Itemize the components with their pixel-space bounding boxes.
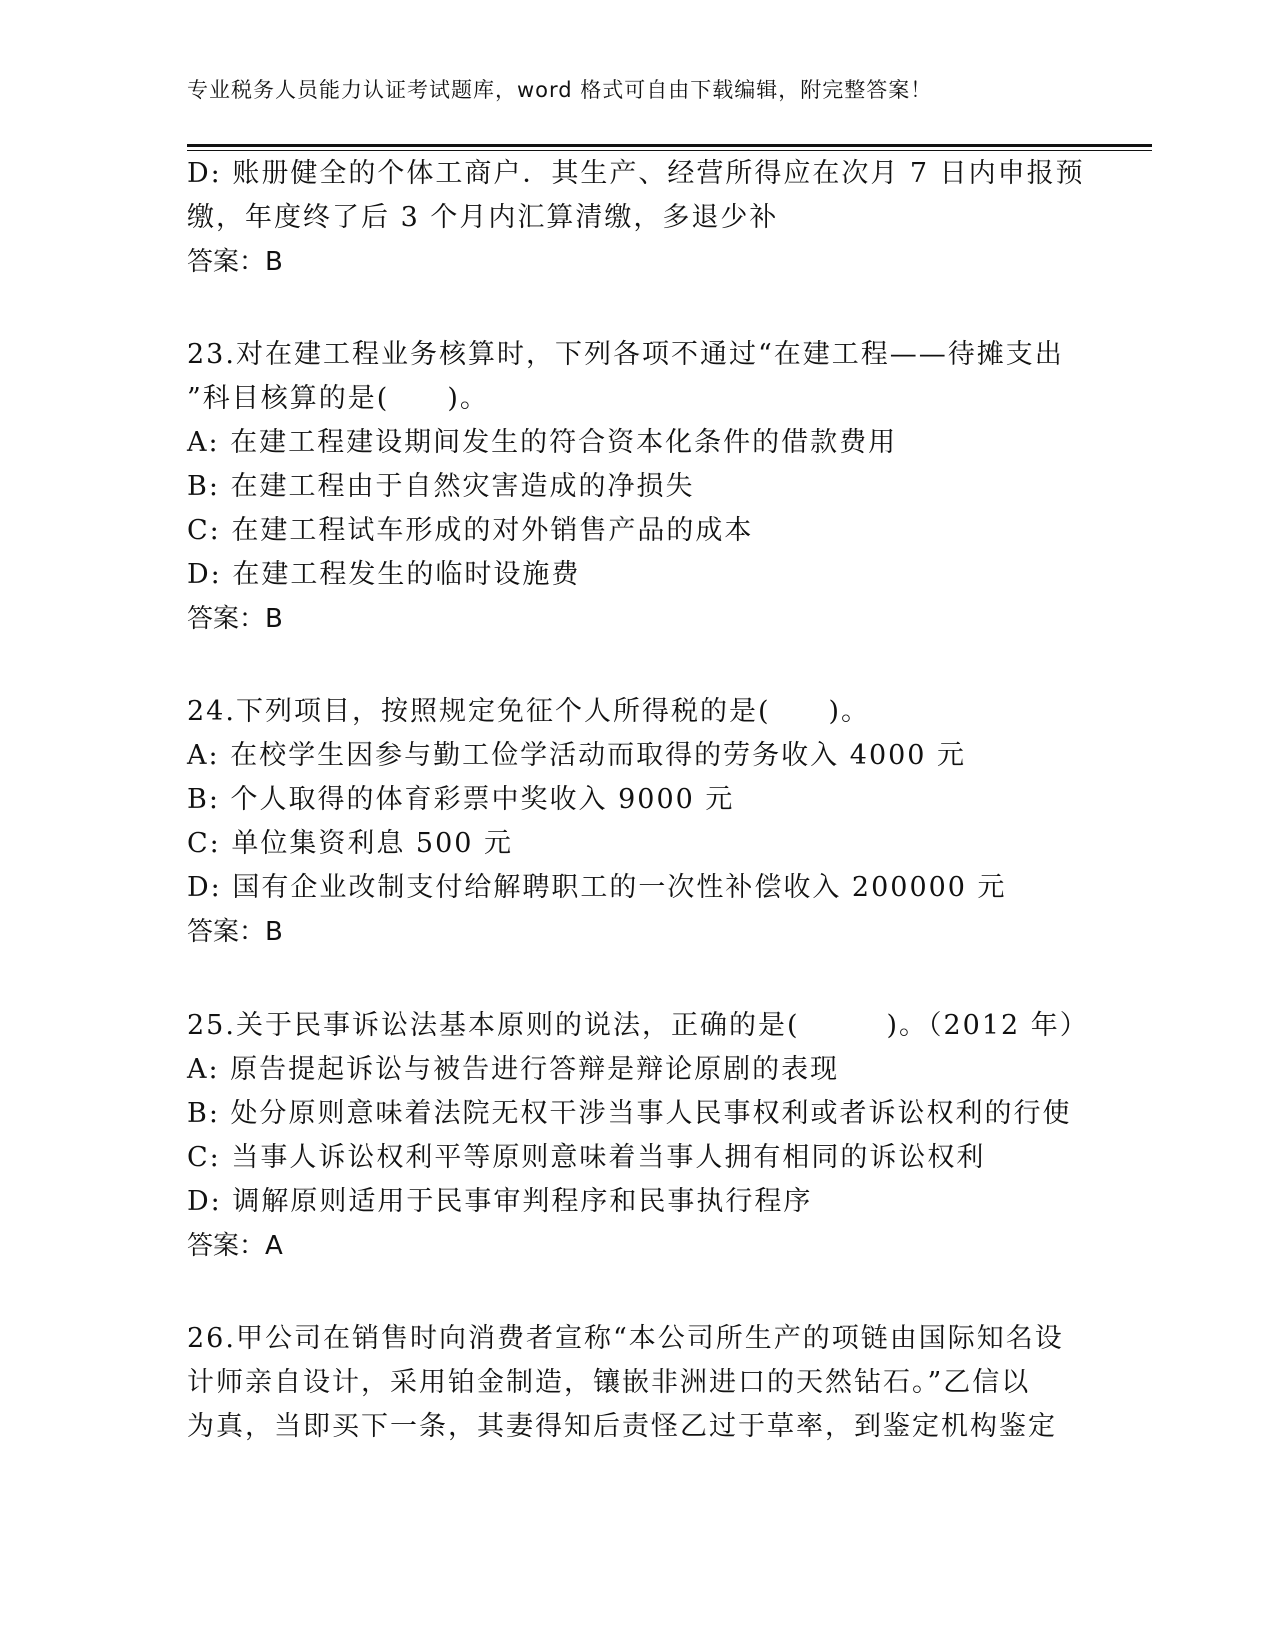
answer-23: 答案：B	[187, 604, 283, 634]
question-25-option-d: D: 调解原则适用于民事审判程序和民事执行程序	[187, 1186, 813, 1217]
answer-25: 答案：A	[187, 1231, 283, 1261]
question-26-line-2: 计师亲自设计，采用铂金制造，镶嵌非洲进口的天然钻石。”乙信以	[187, 1367, 1031, 1398]
question-24-option-d: D: 国有企业改制支付给解聘职工的一次性补偿收入 200000 元	[187, 872, 1007, 903]
header-rule-thick	[187, 144, 1152, 147]
question-23-option-c: C: 在建工程试车形成的对外销售产品的成本	[187, 515, 754, 546]
question-24-option-a: A: 在校学生因参与勤工俭学活动而取得的劳务收入 4000 元	[187, 740, 967, 771]
question-24-option-c: C: 单位集资利息 500 元	[187, 828, 514, 859]
answer-24: 答案：B	[187, 917, 283, 947]
header-rule-thin	[187, 150, 1152, 151]
question-25-option-a: A: 原告提起诉讼与被告进行答辩是辩论原剧的表现	[187, 1054, 840, 1085]
question-25-line-1: 25.关于民事诉讼法基本原则的说法，正确的是( )。（2012 年）	[187, 1010, 1089, 1041]
option-d-line-1: D: 账册健全的个体工商户．其生产、经营所得应在次月 7 日内申报预	[187, 158, 1085, 189]
question-24-line-1: 24.下列项目，按照规定免征个人所得税的是( )。	[187, 696, 871, 727]
question-25-option-c: C: 当事人诉讼权利平等原则意味着当事人拥有相同的诉讼权利	[187, 1142, 986, 1173]
question-26-line-1: 26.甲公司在销售时向消费者宣称“本公司所生产的项链由国际知名设	[187, 1323, 1064, 1354]
page-header: 专业税务人员能力认证考试题库，word 格式可自由下载编辑，附完整答案！	[187, 78, 933, 102]
question-23-option-a: A: 在建工程建设期间发生的符合资本化条件的借款费用	[187, 427, 898, 458]
question-23-option-d: D: 在建工程发生的临时设施费	[187, 559, 581, 590]
question-23-option-b: B: 在建工程由于自然灾害造成的净损失	[187, 471, 695, 502]
option-d-line-2: 缴，年度终了后 3 个月内汇算清缴，多退少补	[187, 202, 779, 233]
question-25-option-b: B: 处分原则意味着法院无权干涉当事人民事权利或者诉讼权利的行使	[187, 1098, 1072, 1129]
answer-22: 答案：B	[187, 247, 283, 277]
question-26-line-3: 为真，当即买下一条，其妻得知后责怪乙过于草率，到鉴定机构鉴定	[187, 1411, 1057, 1442]
question-23-line-2: ”科目核算的是( )。	[187, 383, 489, 414]
question-23-line-1: 23.对在建工程业务核算时，下列各项不通过“在建工程——待摊支出	[187, 339, 1064, 370]
question-24-option-b: B: 个人取得的体育彩票中奖收入 9000 元	[187, 784, 735, 815]
